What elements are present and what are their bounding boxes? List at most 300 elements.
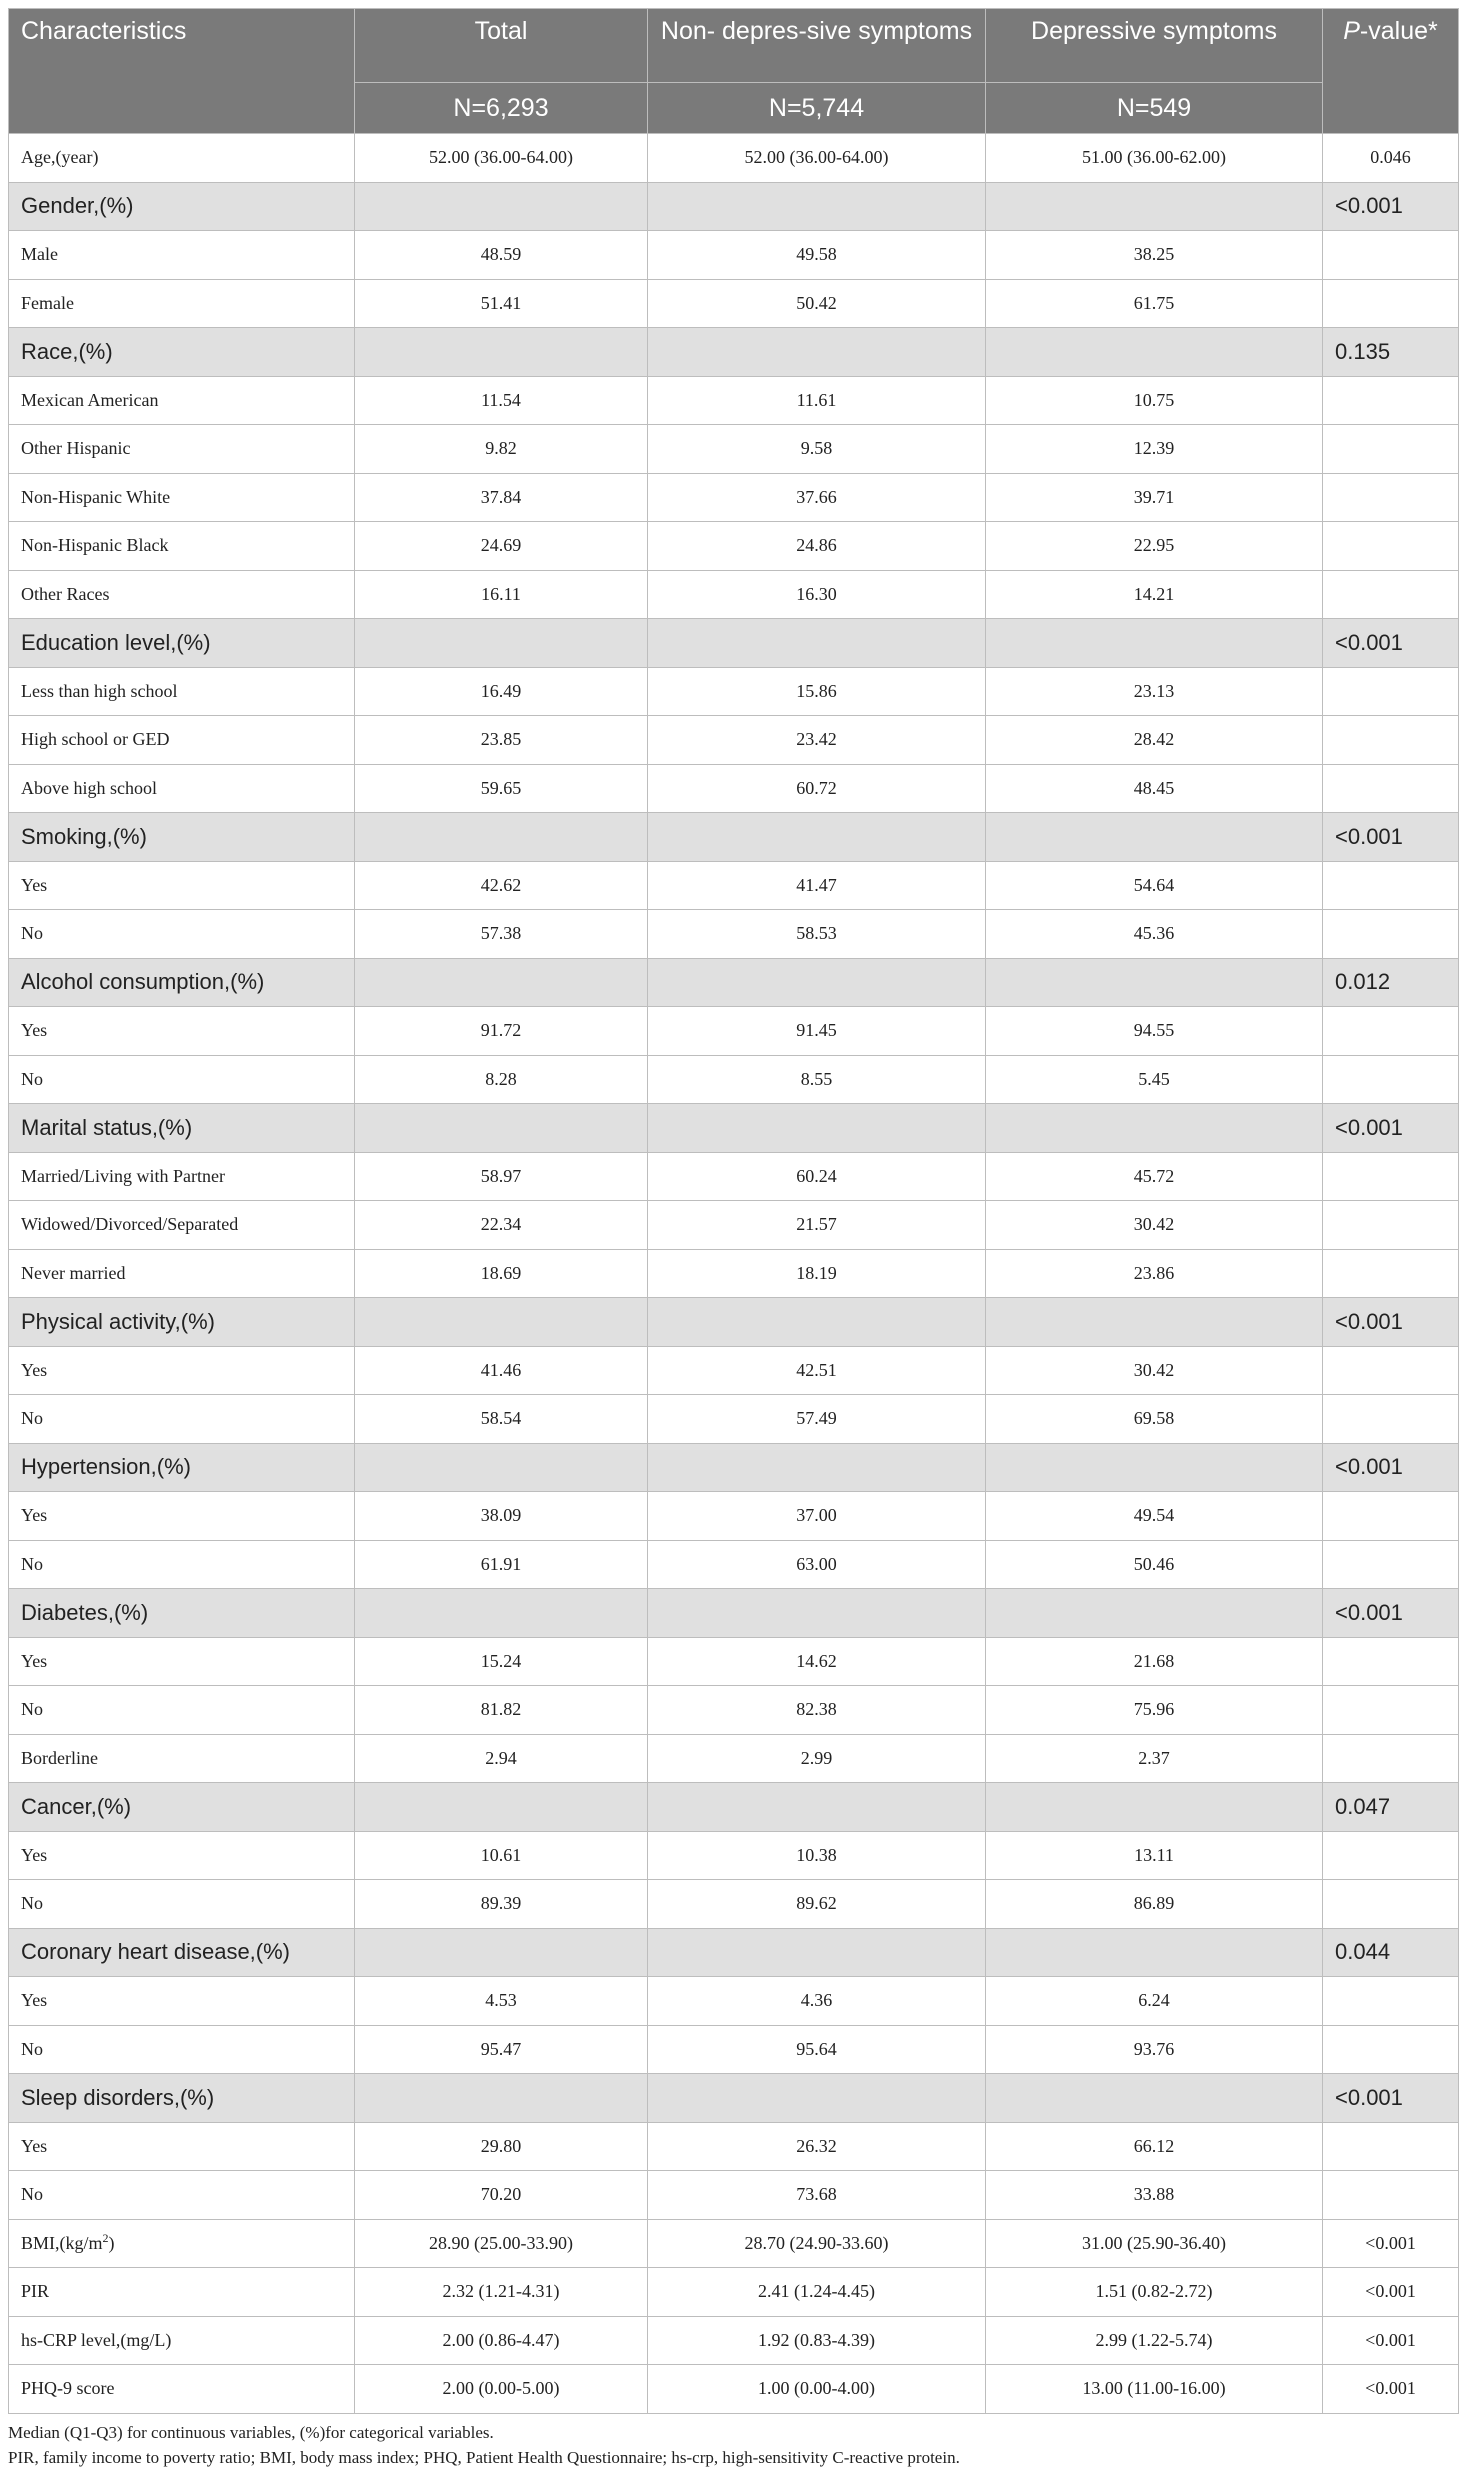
empty-cell xyxy=(648,1589,986,1638)
row-label: Male xyxy=(9,231,355,280)
row-label: No xyxy=(9,910,355,959)
empty-cell xyxy=(986,2074,1323,2123)
row-label: High school or GED xyxy=(9,716,355,765)
row-label: Never married xyxy=(9,1249,355,1298)
depressive-cell: 94.55 xyxy=(986,1007,1323,1056)
non-depressive-cell: 73.68 xyxy=(648,2171,986,2220)
total-cell: 16.49 xyxy=(355,667,648,716)
table-row xyxy=(9,2316,1459,2365)
non-depressive-cell: 60.72 xyxy=(648,764,986,813)
non-depressive-cell: 63.00 xyxy=(648,1540,986,1589)
group-label: Cancer,(%) xyxy=(9,1783,355,1832)
total-cell: 91.72 xyxy=(355,1007,648,1056)
row-label: Yes xyxy=(9,2122,355,2171)
characteristics-table xyxy=(8,8,1459,2414)
row-label: No xyxy=(9,1686,355,1735)
non-depressive-cell: 9.58 xyxy=(648,425,986,474)
empty-cell xyxy=(648,1928,986,1977)
empty-cell xyxy=(648,1443,986,1492)
non-depressive-cell: 91.45 xyxy=(648,1007,986,1056)
total-cell: 11.54 xyxy=(355,376,648,425)
table-row xyxy=(9,1152,1459,1201)
p-value-cell xyxy=(1323,279,1459,328)
p-value-cell xyxy=(1323,2171,1459,2220)
empty-cell xyxy=(355,1104,648,1153)
group-row xyxy=(9,182,1459,231)
empty-cell xyxy=(648,182,986,231)
row-label xyxy=(9,2219,355,2268)
footnote-line-2: PIR, family income to poverty ratio; BMI, body mass index; PHQ, Patient Health Questionnaire; hs-crp, high-sensitivity C-reactive protein. xyxy=(8,2448,960,2467)
total-cell: 61.91 xyxy=(355,1540,648,1589)
header-depressive: Depressive symptoms xyxy=(986,9,1323,83)
depressive-cell: 10.75 xyxy=(986,376,1323,425)
p-value-cell: <0.001 xyxy=(1323,2074,1459,2123)
depressive-cell: 75.96 xyxy=(986,1686,1323,1735)
p-value-cell xyxy=(1323,716,1459,765)
group-row xyxy=(9,1928,1459,1977)
row-label: PHQ-9 score xyxy=(9,2365,355,2414)
table-row xyxy=(9,910,1459,959)
p-value-cell xyxy=(1323,1734,1459,1783)
empty-cell xyxy=(355,1783,648,1832)
total-cell: 41.46 xyxy=(355,1346,648,1395)
table-row xyxy=(9,2219,1459,2268)
depressive-cell: 23.86 xyxy=(986,1249,1323,1298)
non-depressive-cell: 49.58 xyxy=(648,231,986,280)
total-cell: 2.32 (1.21-4.31) xyxy=(355,2268,648,2317)
table-row xyxy=(9,1880,1459,1929)
total-cell: 58.54 xyxy=(355,1395,648,1444)
header-p-value xyxy=(1323,9,1459,134)
p-value-cell xyxy=(1323,376,1459,425)
p-value-cell: <0.001 xyxy=(1323,1298,1459,1347)
non-depressive-cell: 37.00 xyxy=(648,1492,986,1541)
depressive-cell: 38.25 xyxy=(986,231,1323,280)
total-cell: 4.53 xyxy=(355,1977,648,2026)
table-row xyxy=(9,1734,1459,1783)
table-row xyxy=(9,1831,1459,1880)
depressive-cell: 31.00 (25.90-36.40) xyxy=(986,2219,1323,2268)
p-value-cell xyxy=(1323,473,1459,522)
p-value-cell: <0.001 xyxy=(1323,1589,1459,1638)
row-label: Yes xyxy=(9,1492,355,1541)
depressive-cell: 23.13 xyxy=(986,667,1323,716)
empty-cell xyxy=(355,958,648,1007)
row-label: No xyxy=(9,1055,355,1104)
table-row xyxy=(9,2025,1459,2074)
empty-cell xyxy=(355,1443,648,1492)
table-row xyxy=(9,1201,1459,1250)
depressive-cell: 12.39 xyxy=(986,425,1323,474)
non-depressive-cell: 58.53 xyxy=(648,910,986,959)
p-value-cell: 0.046 xyxy=(1323,134,1459,183)
empty-cell xyxy=(355,2074,648,2123)
non-depressive-cell: 95.64 xyxy=(648,2025,986,2074)
p-value-cell: <0.001 xyxy=(1323,2219,1459,2268)
non-depressive-cell: 37.66 xyxy=(648,473,986,522)
p-value-cell xyxy=(1323,1540,1459,1589)
group-label: Alcohol consumption,(%) xyxy=(9,958,355,1007)
empty-cell xyxy=(355,619,648,668)
non-depressive-cell: 1.00 (0.00-4.00) xyxy=(648,2365,986,2414)
empty-cell xyxy=(355,1298,648,1347)
p-value-cell xyxy=(1323,1152,1459,1201)
row-label-suffix: ) xyxy=(108,2232,115,2253)
empty-cell xyxy=(355,1589,648,1638)
non-depressive-cell: 24.86 xyxy=(648,522,986,571)
row-label: Other Races xyxy=(9,570,355,619)
group-label: Coronary heart disease,(%) xyxy=(9,1928,355,1977)
empty-cell xyxy=(986,1783,1323,1832)
total-cell: 10.61 xyxy=(355,1831,648,1880)
table-row xyxy=(9,134,1459,183)
total-cell: 59.65 xyxy=(355,764,648,813)
total-cell: 58.97 xyxy=(355,1152,648,1201)
depressive-cell: 50.46 xyxy=(986,1540,1323,1589)
table-row xyxy=(9,861,1459,910)
table-footnotes xyxy=(8,2420,1458,2470)
p-value-cell xyxy=(1323,1492,1459,1541)
p-value-cell: <0.001 xyxy=(1323,1104,1459,1153)
p-value-cell: <0.001 xyxy=(1323,813,1459,862)
row-label: Yes xyxy=(9,1977,355,2026)
p-value-cell xyxy=(1323,1686,1459,1735)
row-label: Married/Living with Partner xyxy=(9,1152,355,1201)
p-value-cell xyxy=(1323,1637,1459,1686)
row-label: Yes xyxy=(9,1007,355,1056)
p-value-cell xyxy=(1323,667,1459,716)
group-label: Physical activity,(%) xyxy=(9,1298,355,1347)
non-depressive-cell: 28.70 (24.90-33.60) xyxy=(648,2219,986,2268)
group-row xyxy=(9,1589,1459,1638)
p-value-cell xyxy=(1323,425,1459,474)
table-row xyxy=(9,1686,1459,1735)
empty-cell xyxy=(986,182,1323,231)
total-cell: 2.00 (0.86-4.47) xyxy=(355,2316,648,2365)
group-label: Diabetes,(%) xyxy=(9,1589,355,1638)
depressive-cell: 93.76 xyxy=(986,2025,1323,2074)
group-row xyxy=(9,813,1459,862)
non-depressive-cell: 89.62 xyxy=(648,1880,986,1929)
empty-cell xyxy=(986,328,1323,377)
non-depressive-cell: 16.30 xyxy=(648,570,986,619)
group-row xyxy=(9,1298,1459,1347)
p-value-cell xyxy=(1323,570,1459,619)
p-value-cell: 0.047 xyxy=(1323,1783,1459,1832)
depressive-cell: 45.72 xyxy=(986,1152,1323,1201)
non-depressive-cell: 4.36 xyxy=(648,1977,986,2026)
p-value-cell xyxy=(1323,1201,1459,1250)
non-depressive-cell: 14.62 xyxy=(648,1637,986,1686)
table-row xyxy=(9,2365,1459,2414)
total-cell: 95.47 xyxy=(355,2025,648,2074)
non-depressive-cell: 1.92 (0.83-4.39) xyxy=(648,2316,986,2365)
header-n-total: N=6,293 xyxy=(355,83,648,134)
group-label: Education level,(%) xyxy=(9,619,355,668)
p-value-cell xyxy=(1323,1395,1459,1444)
total-cell: 2.00 (0.00-5.00) xyxy=(355,2365,648,2414)
depressive-cell: 13.11 xyxy=(986,1831,1323,1880)
empty-cell xyxy=(986,1298,1323,1347)
empty-cell xyxy=(355,182,648,231)
table-row xyxy=(9,1346,1459,1395)
non-depressive-cell: 8.55 xyxy=(648,1055,986,1104)
total-cell: 57.38 xyxy=(355,910,648,959)
depressive-cell: 66.12 xyxy=(986,2122,1323,2171)
row-label: hs-CRP level,(mg/L) xyxy=(9,2316,355,2365)
group-label: Race,(%) xyxy=(9,328,355,377)
total-cell: 42.62 xyxy=(355,861,648,910)
non-depressive-cell: 21.57 xyxy=(648,1201,986,1250)
empty-cell xyxy=(355,813,648,862)
table-row xyxy=(9,1007,1459,1056)
row-label: Age,(year) xyxy=(9,134,355,183)
group-row xyxy=(9,1783,1459,1832)
row-label: Yes xyxy=(9,1637,355,1686)
group-label: Smoking,(%) xyxy=(9,813,355,862)
empty-cell xyxy=(986,813,1323,862)
footnote-line-1: Median (Q1-Q3) for continuous variables, (%)for categorical variables. xyxy=(8,2423,494,2442)
p-value-cell xyxy=(1323,1346,1459,1395)
row-label: No xyxy=(9,1880,355,1929)
non-depressive-cell: 60.24 xyxy=(648,1152,986,1201)
empty-cell xyxy=(648,813,986,862)
p-value-cell: <0.001 xyxy=(1323,182,1459,231)
depressive-cell: 21.68 xyxy=(986,1637,1323,1686)
group-row xyxy=(9,328,1459,377)
depressive-cell: 22.95 xyxy=(986,522,1323,571)
p-value-cell: <0.001 xyxy=(1323,2316,1459,2365)
group-row xyxy=(9,619,1459,668)
depressive-cell: 5.45 xyxy=(986,1055,1323,1104)
empty-cell xyxy=(648,619,986,668)
header-non-depressive xyxy=(648,9,986,83)
total-cell: 15.24 xyxy=(355,1637,648,1686)
total-cell: 28.90 (25.00-33.90) xyxy=(355,2219,648,2268)
p-value-cell xyxy=(1323,2122,1459,2171)
table-row xyxy=(9,376,1459,425)
row-label-superscript: 2 xyxy=(102,2230,109,2245)
table-row xyxy=(9,1395,1459,1444)
empty-cell xyxy=(648,2074,986,2123)
table-row xyxy=(9,1977,1459,2026)
p-value-cell xyxy=(1323,1007,1459,1056)
table-header xyxy=(9,9,1459,134)
empty-cell xyxy=(986,619,1323,668)
row-label: Yes xyxy=(9,1831,355,1880)
row-label: No xyxy=(9,2171,355,2220)
non-depressive-cell: 15.86 xyxy=(648,667,986,716)
table-row xyxy=(9,1249,1459,1298)
row-label: Other Hispanic xyxy=(9,425,355,474)
depressive-cell: 2.37 xyxy=(986,1734,1323,1783)
empty-cell xyxy=(648,1298,986,1347)
p-value-cell: 0.135 xyxy=(1323,328,1459,377)
empty-cell xyxy=(355,1928,648,1977)
table-row xyxy=(9,764,1459,813)
table-row xyxy=(9,522,1459,571)
p-value-cell xyxy=(1323,861,1459,910)
total-cell: 18.69 xyxy=(355,1249,648,1298)
p-value-cell xyxy=(1323,2025,1459,2074)
p-value-cell xyxy=(1323,1055,1459,1104)
row-label: Yes xyxy=(9,861,355,910)
row-label: Female xyxy=(9,279,355,328)
row-label: Yes xyxy=(9,1346,355,1395)
header-n-non-depressive: N=5,744 xyxy=(648,83,986,134)
depressive-cell: 69.58 xyxy=(986,1395,1323,1444)
depressive-cell: 54.64 xyxy=(986,861,1323,910)
group-row xyxy=(9,958,1459,1007)
row-label: Widowed/Divorced/Separated xyxy=(9,1201,355,1250)
p-value-cell xyxy=(1323,764,1459,813)
header-total: Total xyxy=(355,9,648,83)
header-p-rest: -value* xyxy=(1359,17,1438,45)
table-row xyxy=(9,1492,1459,1541)
non-depressive-cell: 42.51 xyxy=(648,1346,986,1395)
total-cell: 23.85 xyxy=(355,716,648,765)
row-label: No xyxy=(9,1540,355,1589)
p-value-cell xyxy=(1323,910,1459,959)
non-depressive-cell: 41.47 xyxy=(648,861,986,910)
depressive-cell: 30.42 xyxy=(986,1346,1323,1395)
non-depressive-cell: 2.41 (1.24-4.45) xyxy=(648,2268,986,2317)
table-row xyxy=(9,473,1459,522)
depressive-cell: 86.89 xyxy=(986,1880,1323,1929)
group-row xyxy=(9,1443,1459,1492)
p-value-cell xyxy=(1323,1831,1459,1880)
depressive-cell: 39.71 xyxy=(986,473,1323,522)
group-row xyxy=(9,1104,1459,1153)
empty-cell xyxy=(986,1443,1323,1492)
table-row xyxy=(9,1540,1459,1589)
total-cell: 70.20 xyxy=(355,2171,648,2220)
non-depressive-cell: 26.32 xyxy=(648,2122,986,2171)
row-label: Mexican American xyxy=(9,376,355,425)
empty-cell xyxy=(986,1104,1323,1153)
empty-cell xyxy=(986,1589,1323,1638)
p-value-cell: <0.001 xyxy=(1323,2268,1459,2317)
total-cell: 22.34 xyxy=(355,1201,648,1250)
non-depressive-cell: 50.42 xyxy=(648,279,986,328)
row-label: Non-Hispanic Black xyxy=(9,522,355,571)
table-row xyxy=(9,2171,1459,2220)
depressive-cell: 33.88 xyxy=(986,2171,1323,2220)
p-value-cell: 0.044 xyxy=(1323,1928,1459,1977)
header-non-depressive-label: Non- depres-sive symptoms xyxy=(660,17,973,45)
row-label: Borderline xyxy=(9,1734,355,1783)
p-value-cell xyxy=(1323,231,1459,280)
row-label: No xyxy=(9,2025,355,2074)
empty-cell xyxy=(986,958,1323,1007)
p-value-cell: <0.001 xyxy=(1323,2365,1459,2414)
table-row xyxy=(9,570,1459,619)
empty-cell xyxy=(355,328,648,377)
empty-cell xyxy=(986,1928,1323,1977)
non-depressive-cell: 52.00 (36.00-64.00) xyxy=(648,134,986,183)
table-row xyxy=(9,2122,1459,2171)
depressive-cell: 48.45 xyxy=(986,764,1323,813)
total-cell: 9.82 xyxy=(355,425,648,474)
header-characteristics: Characteristics xyxy=(9,9,355,134)
depressive-cell: 61.75 xyxy=(986,279,1323,328)
header-p-letter: P xyxy=(1343,17,1360,45)
non-depressive-cell: 18.19 xyxy=(648,1249,986,1298)
depressive-cell: 49.54 xyxy=(986,1492,1323,1541)
depressive-cell: 6.24 xyxy=(986,1977,1323,2026)
table-row xyxy=(9,231,1459,280)
total-cell: 48.59 xyxy=(355,231,648,280)
empty-cell xyxy=(648,1783,986,1832)
total-cell: 81.82 xyxy=(355,1686,648,1735)
p-value-cell: 0.012 xyxy=(1323,958,1459,1007)
row-label: PIR xyxy=(9,2268,355,2317)
group-label: Sleep disorders,(%) xyxy=(9,2074,355,2123)
depressive-cell: 28.42 xyxy=(986,716,1323,765)
depressive-cell: 14.21 xyxy=(986,570,1323,619)
non-depressive-cell: 23.42 xyxy=(648,716,986,765)
table-row xyxy=(9,667,1459,716)
non-depressive-cell: 82.38 xyxy=(648,1686,986,1735)
total-cell: 2.94 xyxy=(355,1734,648,1783)
table-body xyxy=(9,134,1459,2414)
non-depressive-cell: 2.99 xyxy=(648,1734,986,1783)
total-cell: 89.39 xyxy=(355,1880,648,1929)
table-row xyxy=(9,279,1459,328)
row-label: Less than high school xyxy=(9,667,355,716)
table-row xyxy=(9,716,1459,765)
table-row xyxy=(9,425,1459,474)
p-value-cell xyxy=(1323,1977,1459,2026)
total-cell: 24.69 xyxy=(355,522,648,571)
group-row xyxy=(9,2074,1459,2123)
total-cell: 51.41 xyxy=(355,279,648,328)
row-label: Non-Hispanic White xyxy=(9,473,355,522)
total-cell: 52.00 (36.00-64.00) xyxy=(355,134,648,183)
non-depressive-cell: 57.49 xyxy=(648,1395,986,1444)
depressive-cell: 45.36 xyxy=(986,910,1323,959)
table-row xyxy=(9,1637,1459,1686)
depressive-cell: 13.00 (11.00-16.00) xyxy=(986,2365,1323,2414)
depressive-cell: 30.42 xyxy=(986,1201,1323,1250)
empty-cell xyxy=(648,328,986,377)
non-depressive-cell: 10.38 xyxy=(648,1831,986,1880)
total-cell: 38.09 xyxy=(355,1492,648,1541)
empty-cell xyxy=(648,1104,986,1153)
non-depressive-cell: 11.61 xyxy=(648,376,986,425)
row-label: No xyxy=(9,1395,355,1444)
table-row xyxy=(9,1055,1459,1104)
header-n-depressive: N=549 xyxy=(986,83,1323,134)
total-cell: 8.28 xyxy=(355,1055,648,1104)
total-cell: 29.80 xyxy=(355,2122,648,2171)
p-value-cell xyxy=(1323,522,1459,571)
p-value-cell: <0.001 xyxy=(1323,619,1459,668)
depressive-cell: 1.51 (0.82-2.72) xyxy=(986,2268,1323,2317)
p-value-cell: <0.001 xyxy=(1323,1443,1459,1492)
row-label: Above high school xyxy=(9,764,355,813)
depressive-cell: 51.00 (36.00-62.00) xyxy=(986,134,1323,183)
group-label: Marital status,(%) xyxy=(9,1104,355,1153)
p-value-cell xyxy=(1323,1249,1459,1298)
p-value-cell xyxy=(1323,1880,1459,1929)
group-label: Hypertension,(%) xyxy=(9,1443,355,1492)
empty-cell xyxy=(648,958,986,1007)
total-cell: 37.84 xyxy=(355,473,648,522)
total-cell: 16.11 xyxy=(355,570,648,619)
table-row xyxy=(9,2268,1459,2317)
depressive-cell: 2.99 (1.22-5.74) xyxy=(986,2316,1323,2365)
